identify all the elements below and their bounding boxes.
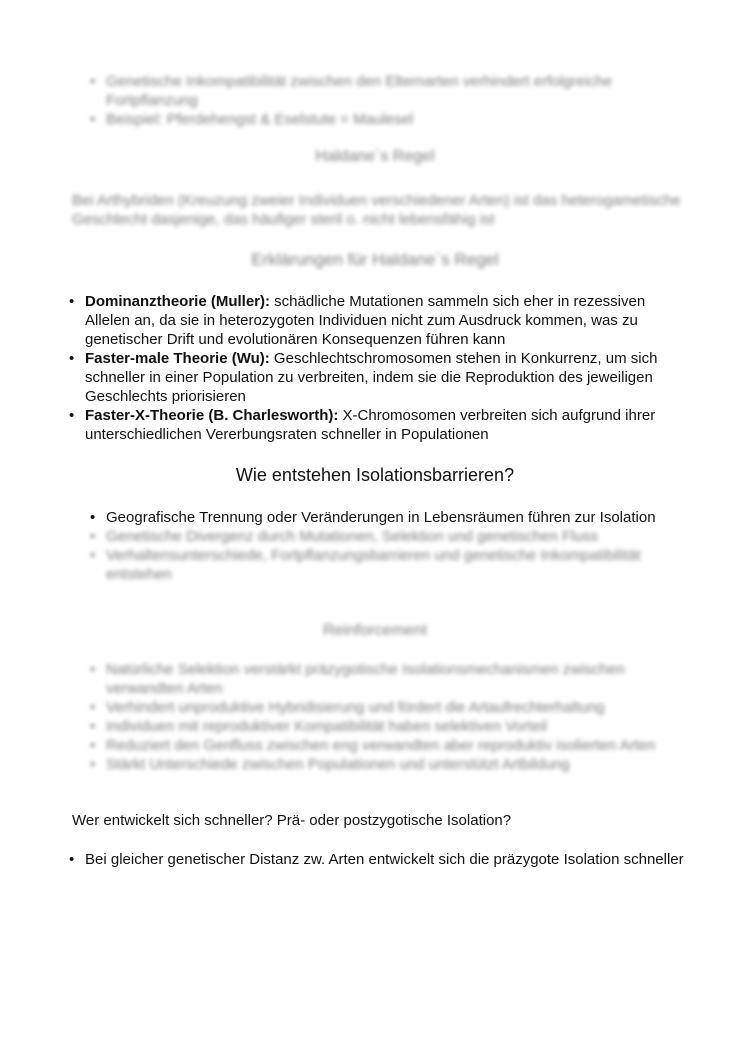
reinforcement-list: [90, 660, 681, 774]
list-item: • Reduziert den Genfluss zwischen eng verwandten aber reproduktiv isolierten Arten: [90, 737, 656, 754]
list-item: • Geografische Trennung oder Veränderungen in Lebensräumen führen zur Isolation: [90, 509, 656, 526]
bullet-icon: •: [69, 350, 75, 367]
isolation-title: Wie entstehen Isolationsbarrieren?: [235, 465, 515, 485]
list-item: • Verhindert unproduktive Hybridisierung und fördert die Artaufrechterhaltung: [90, 699, 605, 716]
bullet-icon: •: [90, 509, 96, 526]
isolation-list: [90, 508, 676, 584]
bullet-icon: •: [90, 737, 96, 754]
bullet-icon: •: [90, 547, 96, 564]
list-item: • Individuen mit reproduktiver Kompatibilität haben selektiven Vorteil: [90, 718, 548, 735]
bullet-icon: •: [90, 756, 96, 773]
explanations-list: [69, 292, 685, 444]
list-item: • Genetische Divergenz durch Mutationen, Selektion und genetischen Fluss: [90, 528, 598, 545]
bullet-icon: •: [90, 699, 96, 716]
bullet-icon: •: [90, 111, 96, 128]
list-item: • Verhaltensunterschiede, Fortpflanzungsbarrieren und genetische Inkompatibilität entstehen: [90, 547, 641, 583]
reinforcement-title: Reinforcement: [322, 622, 428, 639]
haldane-text: Bei Arthybriden (Kreuzung zweier Individuen verschiedener Arten) ist das heterogametische Geschlecht dasjenige, das häufiger steril o. nicht lebensfähig ist: [72, 192, 681, 228]
bullet-icon: •: [90, 528, 96, 545]
bullet-icon: •: [90, 661, 96, 678]
top-bullet-list: [90, 72, 676, 129]
list-item: • Faster-male Theorie (Wu): Geschlechtschromosomen stehen in Konkurrenz, um sich schneller in einer Population zu verbreiten, indem sie die Reproduktion des jeweiligen Geschlechts priorisieren: [69, 350, 658, 405]
list-item: • Bei gleicher genetischer Distanz zw. Arten entwickelt sich die präzygote Isolation schneller: [69, 851, 684, 868]
bullet-icon: •: [69, 293, 75, 310]
list-item: • Faster-X-Theorie (B. Charlesworth): X-Chromosomen verbreiten sich aufgrund ihrer unterschiedlichen Vererbungsraten schneller in Populationen: [69, 407, 656, 443]
bullet-icon: •: [90, 718, 96, 735]
question-text: Wer entwickelt sich schneller? Prä- oder postzygotische Isolation?: [72, 812, 512, 829]
question-list: [69, 850, 685, 869]
explanations-title: Erklärungen für Haldane`s Regel: [251, 250, 499, 269]
list-item: • Natürliche Selektion verstärkt präzygotische Isolationsmechanismen zwischen verwandten Arten: [90, 661, 625, 697]
bullet-icon: •: [90, 73, 96, 90]
list-item: • Stärkt Unterschiede zwischen Populationen und unterstützt Artbildung: [90, 756, 570, 773]
list-item: • Dominanztheorie (Muller): schädliche Mutationen sammeln sich eher in rezessiven Allelen an, da sie in heterozygoten Individuen nicht zum Ausdruck kommen, was zu genetischer Drift und evolutionären Konsequenzen führen kann: [69, 293, 646, 348]
list-item: • Genetische Inkompatibilität zwischen den Elternarten verhindert erfolgreiche Fortpflanzung: [90, 73, 613, 109]
bullet-icon: •: [69, 851, 75, 868]
list-item: • Beispiel: Pferdehengst & Eselstute = Maulesel: [90, 111, 414, 128]
haldane-title: Haldane`s Regel: [315, 148, 435, 165]
bullet-icon: •: [69, 407, 75, 424]
